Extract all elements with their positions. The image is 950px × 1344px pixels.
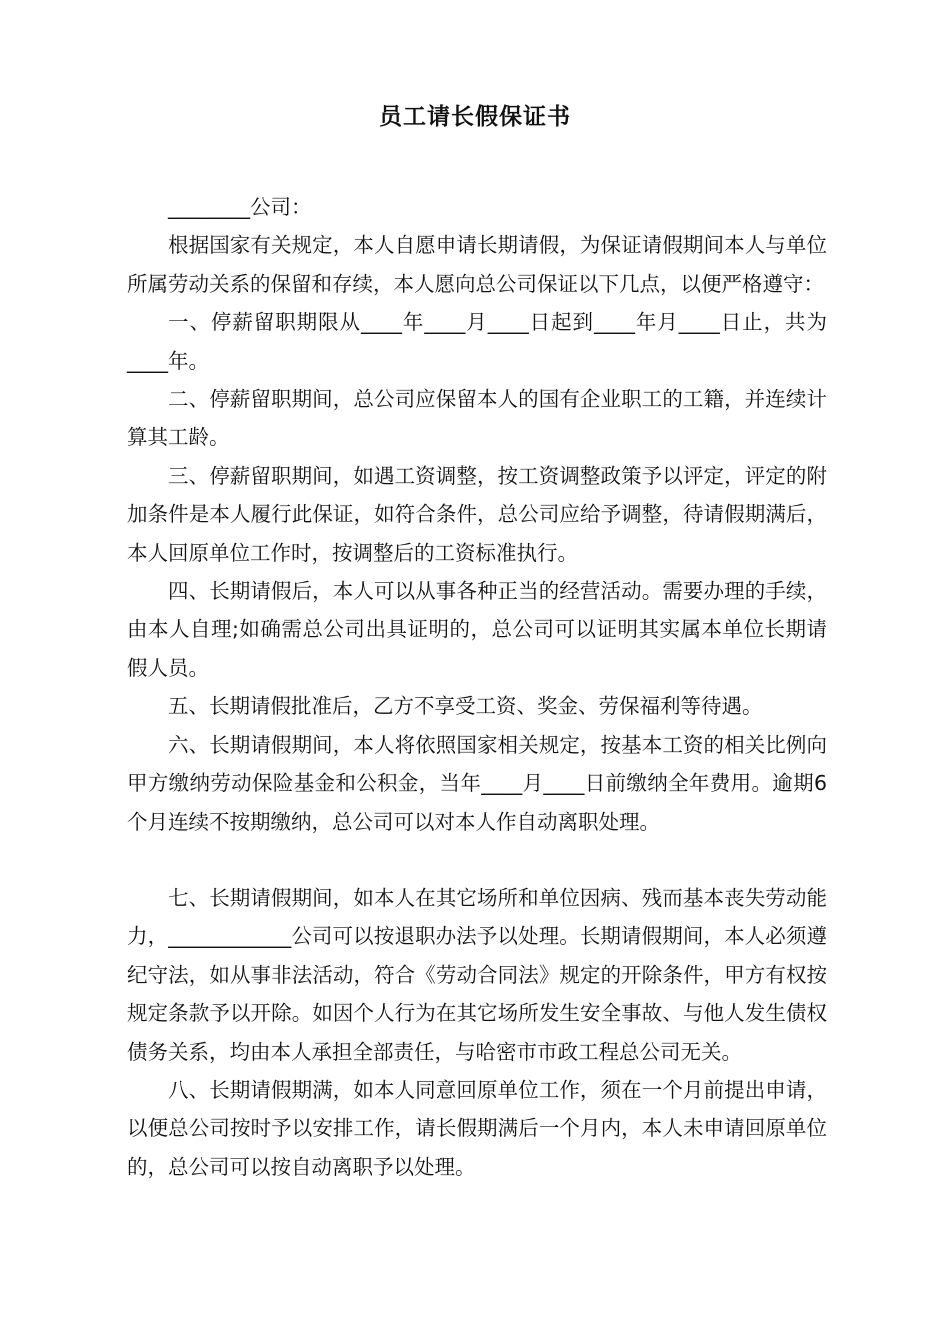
salutation: ________公司： (168, 195, 312, 219)
clause-7: 七、长期请假期间，如本人在其它场所和单位因病、残而基本丧失劳动能力，____________公司可以按退职办法予以处理。长期请假期间，本人必须遵纪守法，如从事非法活动，符合《劳动合同法》规定的开除条件，甲方有权按规定条款予以开除。如因个人行为在其它场所发生安全事故、与他人发生债权债务关系，均由本人承担全部责任，与哈密市市政工程总公司无关。 (127, 885, 827, 1064)
clause-4: 四、长期请假后，本人可以从事各种正当的经营活动。需要办理的手续，由本人自理;如确需总公司出具证明的，总公司可以证明其实属本单位长期请假人员。 (127, 579, 827, 680)
clause-3: 三、停薪留职期间，如遇工资调整，按工资调整政策予以评定，评定的附加条件是本人履行此保证，如符合条件，总公司应给予调整，待请假期满后，本人回原单位工作时，按调整后的工资标准执行。 (127, 463, 827, 565)
clause-8: 八、长期请假期满，如本人同意回原单位工作，须在一个月前提出申请，以便总公司按时予以安排工作，请长假期满后一个月内，本人未申请回原单位的，总公司可以按自动离职予以处理。 (127, 1077, 827, 1179)
clause-5: 五、长期请假批准后，乙方不享受工资、奖金、劳保福利等待遇。 (168, 694, 763, 719)
document-title: 员工请长假保证书 (379, 104, 571, 130)
clause-6: 六、长期请假期间，本人将依照国家相关规定，按基本工资的相关比例向甲方缴纳劳动保险基金和公积金，当年____月____日前缴纳全年费用。逾期6个月连续不按期缴纳，总公司可以对本人作自动离职处理。 (127, 732, 827, 834)
clause-2: 二、停薪留职期间，总公司应保留本人的国有企业职工的工籍，并连续计算其工龄。 (127, 387, 827, 450)
document-body (127, 188, 827, 1186)
intro-paragraph: 根据国家有关规定，本人自愿申请长期请假，为保证请假期间本人与单位所属劳动关系的保留和存续，本人愿向总公司保证以下几点，以便严格遵守： (127, 233, 827, 296)
clause-1: 一、停薪留职期限从____年____月____日起到____年月____日止，共为____年。 (127, 310, 827, 373)
